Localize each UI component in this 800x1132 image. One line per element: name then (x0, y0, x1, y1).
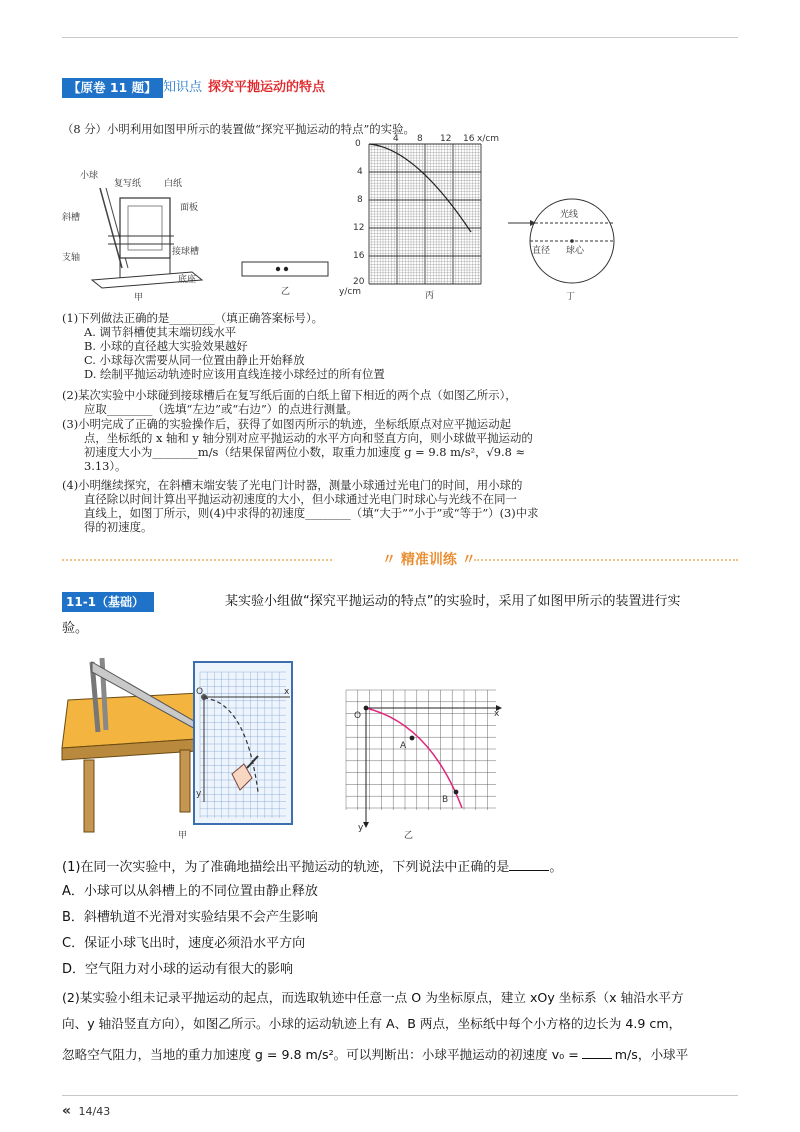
label-base: 底座 (178, 275, 197, 285)
orig-q3-line1: (3)小明完成了正确的实验操作后，获得了如图丙所示的轨迹，坐标纸原点对应平抛运动起 (62, 417, 511, 431)
bing-tick-y-16: 16 (353, 251, 365, 261)
practice-yi-trajectory (366, 708, 462, 808)
practice-q1 (62, 856, 562, 878)
orig-q1-option-a: A. 调节斜槽使其末端切线水平 (84, 325, 237, 339)
section-title-left-mark: 〃 (382, 552, 401, 568)
label-panel: 面板 (180, 203, 199, 213)
caption-ding: 丁 (566, 292, 576, 302)
orig-q2-line1: (2)某次实验中小球碰到接球槽后在复写纸后面的白纸上留下相近的两个点（如图乙所示）， (62, 388, 517, 402)
practice-q1-tail: 。 (549, 860, 563, 875)
orig-q4-line3: 直线上，如图丁所示，则(4)中求得的初速度________（填“大于”“小于”或“等于”）(3)中求 (84, 506, 539, 520)
practice-yi-O: O (354, 711, 362, 721)
figure-yi-dots (240, 258, 330, 298)
caption-jia: 甲 (134, 293, 144, 303)
page-footer (62, 1103, 110, 1119)
orig-q3-line3: 初速度大小为________m/s（结果保留两位小数，取重力加速度 g = 9.8 m/s²，√9.8 ≈ (84, 445, 526, 459)
practice-yi-A: A (400, 741, 407, 751)
knowledge-point (163, 78, 325, 98)
practice-q1-option-a: A．小球可以从斜槽上的不同位置由静止释放 (62, 884, 318, 899)
orig-q1-option-b: B. 小球的直径越大实验效果越好 (84, 339, 248, 353)
footer-mark: « (62, 1103, 72, 1119)
practice-q1-option-b: B．斜槽轨道不光滑对实验结果不会产生影响 (62, 910, 318, 925)
ding-label-diameter: 直径 (532, 246, 551, 256)
knowledge-point-label: 知识点 (163, 80, 203, 95)
practice-badge: 11-1（基础） (62, 592, 154, 612)
label-chute: 斜槽 (62, 213, 81, 223)
practice-yi-y: y (358, 823, 364, 833)
practice-jia-x: x (284, 687, 290, 697)
caption-yi: 乙 (281, 287, 291, 297)
original-question-tag: 【原卷 11 题】 (62, 78, 163, 98)
practice-caption-yi: 乙 (404, 831, 414, 841)
practice-q2-line3 (62, 1044, 688, 1065)
section-title-bar (62, 548, 738, 572)
practice-q1-blank[interactable] (509, 856, 549, 871)
bing-tick-x-4: 4 (393, 134, 399, 144)
practice-q2-line3-text: 忽略空气阻力，当地的重力加速度 g = 9.8 m/s²。可以判断出：小球平抛运动的初速度 v₀ = (62, 1047, 579, 1062)
ding-label-light: 光线 (560, 210, 579, 220)
practice-q1-option-c: C．保证小球飞出时，速度必须沿水平方向 (62, 936, 306, 951)
practice-caption-jia: 甲 (178, 831, 188, 841)
orig-q3-line2: 点，坐标纸的 x 轴和 y 轴分别对应平抛运动的水平方向和竖直方向，则小球做平抛运动的 (84, 431, 533, 445)
bing-x-unit: x/cm (477, 134, 500, 144)
practice-q2-line2: 向、y 轴沿竖直方向），如图乙所示。小球的运动轨迹上有 A、B 两点，坐标纸中每个小方格的边长为 4.9 cm， (62, 1016, 682, 1031)
orig-q1-option-c: C. 小球每次需要从同一位置由静止开始释放 (84, 353, 305, 367)
practice-figure-jia (62, 652, 302, 842)
caption-bing: 丙 (425, 291, 435, 301)
bing-tick-y-4: 4 (357, 167, 363, 177)
figure-ding-ball (500, 195, 630, 303)
orig-q4-line2: 直径除以时间计算出平抛运动初速度的大小，但小球通过光电门时球心与光线不在同一 (84, 492, 517, 506)
practice-jia-y: y (196, 789, 202, 799)
practice-yi-x: x (494, 709, 500, 719)
practice-intro-line1: 某实验小组做“探究平抛运动的特点”的实验时，采用了如图甲所示的装置进行实 (225, 594, 681, 609)
label-catch-slot: 接球槽 (172, 247, 200, 257)
section-title (382, 548, 476, 572)
bing-tick-x-16: 16 (463, 134, 475, 144)
label-ball: 小球 (80, 171, 99, 181)
orig-q2-line2: 应取________（选填“左边”或“右边”）的点进行测量。 (84, 402, 358, 416)
practice-figure-yi (320, 680, 510, 840)
practice-jia-origin: O (196, 687, 204, 697)
ding-label-center: 球心 (566, 246, 585, 256)
label-axle: 支轴 (62, 253, 81, 263)
orig-q4-line4: 得的初速度。 (84, 520, 153, 534)
label-white-paper: 白纸 (164, 179, 183, 189)
section-title-text: 精准训练 (400, 552, 457, 568)
figure-bing-grid (335, 132, 500, 301)
bottom-rule (62, 1095, 738, 1096)
bing-tick-x-12: 12 (440, 134, 452, 144)
label-carbon-paper: 复写纸 (114, 179, 142, 189)
practice-q2-blank[interactable] (582, 1044, 612, 1059)
original-stem: （8 分）小明利用如图甲所示的装置做“探究平抛运动的特点”的实验。 (62, 122, 415, 136)
knowledge-point-title: 探究平抛运动的特点 (208, 80, 326, 95)
practice-q1-option-d: D．空气阻力对小球的运动有很大的影响 (62, 962, 294, 977)
bing-tick-y-20: 20 (353, 277, 365, 287)
bing-grid-lines (369, 144, 481, 284)
bing-tick-y-12: 12 (353, 223, 365, 233)
practice-q2-line1: (2)某实验小组未记录平抛运动的起点，而选取轨迹中任意一点 O 为坐标原点，建立 xOy 坐标系（x 轴沿水平方 (62, 990, 684, 1005)
practice-q2-line3-tail: m/s，小球平 (614, 1047, 689, 1062)
practice-intro-line2: 验。 (62, 621, 89, 636)
bing-y-unit: y/cm (339, 287, 362, 297)
orig-q4-line1: (4)小明继续探究，在斜槽末端安装了光电门计时器，测量小球通过光电门的时间，用小球的 (62, 478, 523, 492)
practice-q1-text: (1)在同一次实验中，为了准确地描绘出平抛运动的轨迹，下列说法中正确的是 (62, 860, 510, 875)
figure-jia-apparatus (62, 168, 222, 303)
top-rule (62, 37, 738, 38)
section-title-right-mark: 〃 (456, 552, 476, 568)
bing-tick-y-8: 8 (357, 195, 363, 205)
practice-yi-B: B (442, 795, 449, 805)
orig-q1-option-d: D. 绘制平抛运动轨迹时应该用直线连接小球经过的所有位置 (84, 367, 385, 381)
bing-tick-x-8: 8 (417, 134, 423, 144)
orig-q3-line4: 3.13）。 (84, 459, 127, 473)
orig-q1: (1)下列做法正确的是________（填正确答案标号）。 (62, 311, 324, 325)
bing-tick-x-0: 0 (355, 139, 361, 149)
page-number: 14/43 (78, 1105, 111, 1118)
